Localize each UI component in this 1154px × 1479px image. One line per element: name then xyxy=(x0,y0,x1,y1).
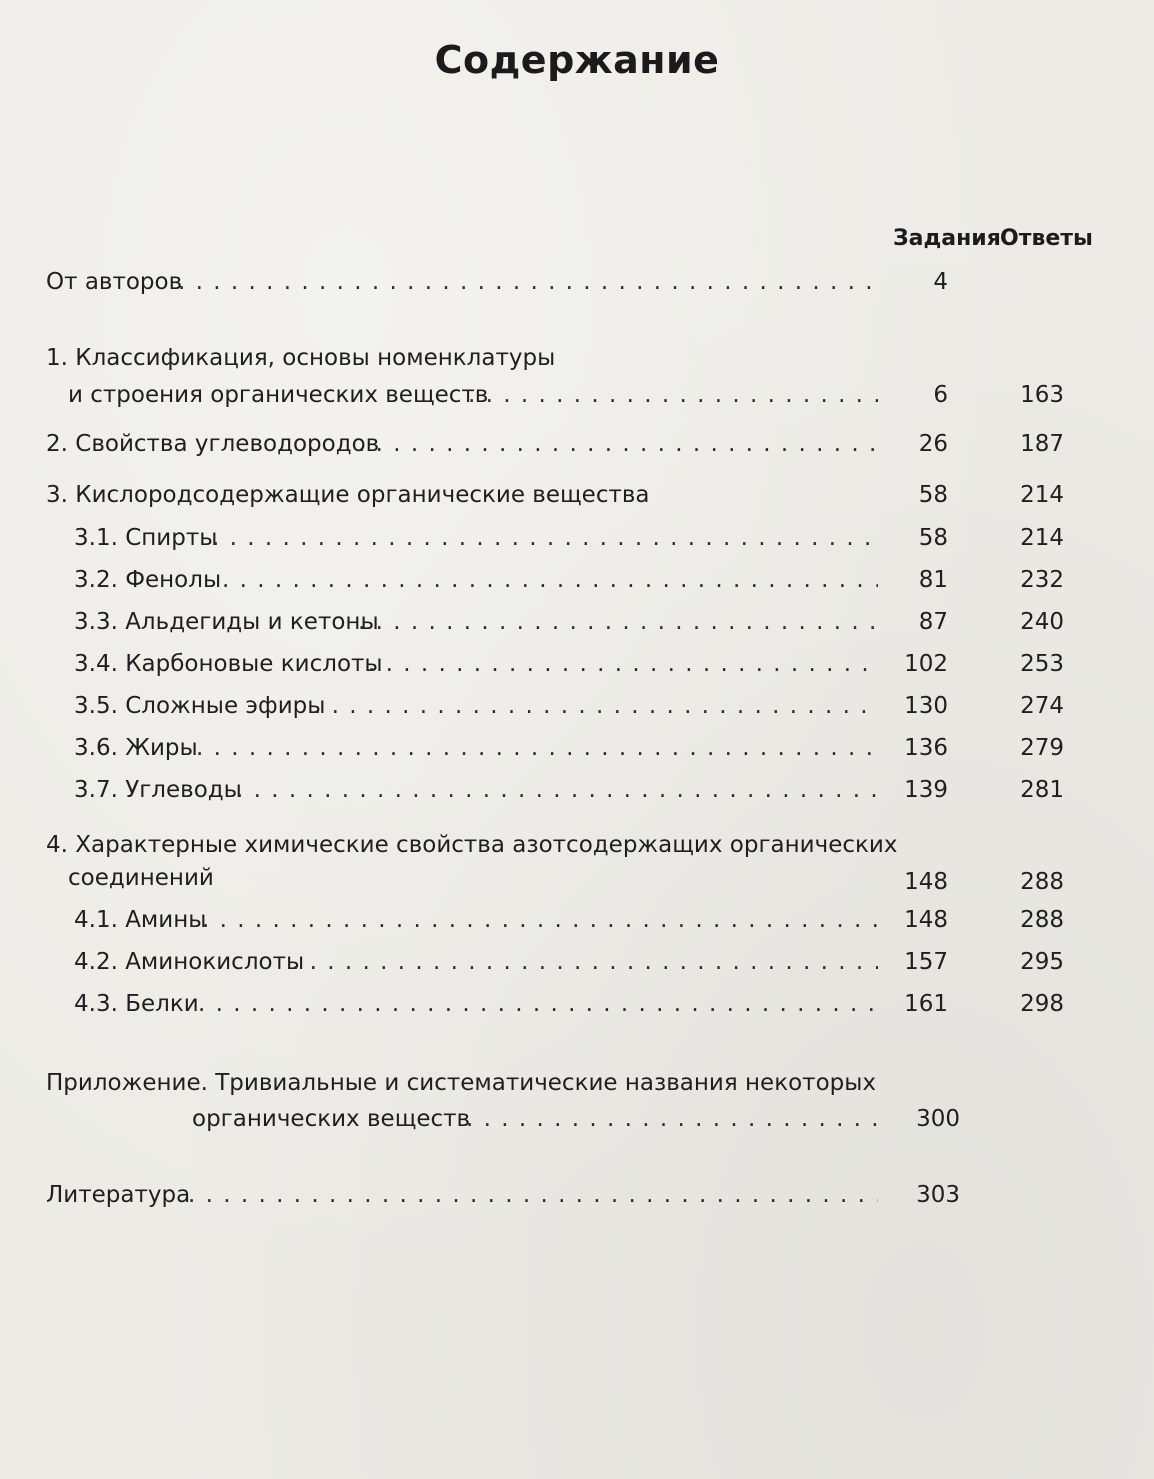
toc-entry-answers-page: 214 xyxy=(1020,525,1064,551)
toc-entry-label-continued: и строения органических веществ xyxy=(68,382,489,408)
toc-entry-tasks-page: 139 xyxy=(904,777,948,803)
toc-entry-answers-page: 163 xyxy=(1020,382,1064,408)
toc-entry-4-1 xyxy=(0,904,1154,936)
toc-entry-authors xyxy=(0,266,1154,298)
toc-entry-answers-page: 187 xyxy=(1020,431,1064,457)
toc-entry-label: 3.4. Карбоновые кислоты xyxy=(74,651,383,677)
toc-entry-label: 2. Свойства углеводородов xyxy=(46,431,380,457)
leader-dots xyxy=(188,1179,878,1211)
toc-entry-tasks-page: 157 xyxy=(904,949,948,975)
toc-entry-tasks-page: 148 xyxy=(904,869,948,895)
toc-entry-tasks-page: 300 xyxy=(916,1106,960,1132)
toc-entry-tasks-page: 148 xyxy=(904,907,948,933)
toc-entry-chapter-3 xyxy=(0,479,1154,511)
toc-entry-label: 4.3. Белки xyxy=(74,991,199,1017)
toc-entry-tasks-page: 81 xyxy=(918,567,948,593)
toc-entry-4-3 xyxy=(0,988,1154,1020)
toc-entry-answers-page: 232 xyxy=(1020,567,1064,593)
leader-dots xyxy=(202,904,878,936)
toc-entry-answers-page: 279 xyxy=(1020,735,1064,761)
toc-entry-label: 3. Кислородсодержащие органические вещества xyxy=(46,482,650,508)
toc-entry-chapter-4 xyxy=(0,829,1154,861)
leader-dots xyxy=(236,774,878,806)
toc-entry-answers-page: 214 xyxy=(1020,482,1064,508)
column-header-tasks: Задания xyxy=(893,226,1001,251)
toc-entry-chapter-1-line2 xyxy=(0,379,1154,411)
toc-entry-label: Приложение. Тривиальные и систематические названия некоторых xyxy=(46,1070,877,1096)
toc-entry-tasks-page: 58 xyxy=(918,482,948,508)
toc-entry-label: 3.7. Углеводы xyxy=(74,777,242,803)
toc-entry-3-5 xyxy=(0,690,1154,722)
toc-entry-label: 4. Характерные химические свойства азотсодержащих органических xyxy=(46,832,898,858)
toc-entry-answers-page: 281 xyxy=(1020,777,1064,803)
toc-entry-label: 4.2. Аминокислоты xyxy=(74,949,305,975)
toc-entry-3-2 xyxy=(0,564,1154,596)
toc-entry-answers-page: 298 xyxy=(1020,991,1064,1017)
leader-dots xyxy=(292,946,878,978)
toc-entry-answers-page: 274 xyxy=(1020,693,1064,719)
leader-dots xyxy=(358,606,878,638)
toc-entry-tasks-page: 4 xyxy=(933,269,948,295)
toc-entry-label-continued: соединений xyxy=(68,865,214,891)
toc-entry-answers-page: 253 xyxy=(1020,651,1064,677)
leader-dots xyxy=(466,1103,878,1135)
toc-entry-label: 3.2. Фенолы xyxy=(74,567,222,593)
toc-entry-label-continued: органических веществ xyxy=(192,1106,471,1132)
toc-entry-3-3 xyxy=(0,606,1154,638)
toc-entry-answers-page: 288 xyxy=(1020,869,1064,895)
toc-entry-label: 3.6. Жиры xyxy=(74,735,198,761)
toc-entry-tasks-page: 87 xyxy=(918,609,948,635)
toc-entry-appendix xyxy=(0,1067,1154,1099)
toc-entry-chapter-2 xyxy=(0,428,1154,460)
column-header-answers: Ответы xyxy=(1000,226,1093,251)
toc-entry-label: 3.1. Спирты xyxy=(74,525,218,551)
toc-entry-label: 3.3. Альдегиды и кетоны xyxy=(74,609,379,635)
leader-dots xyxy=(468,379,878,411)
toc-entry-tasks-page: 26 xyxy=(918,431,948,457)
toc-entry-answers-page: 295 xyxy=(1020,949,1064,975)
toc-entry-4-2 xyxy=(0,946,1154,978)
toc-entry-tasks-page: 102 xyxy=(904,651,948,677)
toc-entry-label: Литература xyxy=(46,1182,191,1208)
toc-entry-tasks-page: 136 xyxy=(904,735,948,761)
toc-entry-answers-page: 288 xyxy=(1020,907,1064,933)
toc-entry-tasks-page: 6 xyxy=(933,382,948,408)
leader-dots xyxy=(314,690,878,722)
leader-dots xyxy=(358,428,878,460)
leader-dots xyxy=(196,732,878,764)
leader-dots xyxy=(198,988,878,1020)
leader-dots xyxy=(212,522,878,554)
toc-entry-label: 4.1. Амины xyxy=(74,907,207,933)
leader-dots xyxy=(178,266,878,298)
toc-entry-3-7 xyxy=(0,774,1154,806)
leader-dots xyxy=(368,648,878,680)
toc-entry-3-6 xyxy=(0,732,1154,764)
toc-entry-answers-page: 240 xyxy=(1020,609,1064,635)
toc-entry-label: 1. Классификация, основы номенклатуры xyxy=(46,345,556,371)
toc-entry-tasks-page: 161 xyxy=(904,991,948,1017)
toc-entry-chapter-1 xyxy=(0,342,1154,374)
toc-entry-tasks-page: 58 xyxy=(918,525,948,551)
toc-entry-appendix-line2 xyxy=(0,1103,1154,1135)
toc-entry-label: От авторов xyxy=(46,269,183,295)
toc-entry-tasks-page: 130 xyxy=(904,693,948,719)
toc-entry-chapter-4-line2 xyxy=(0,862,1154,894)
toc-entry-3-1 xyxy=(0,522,1154,554)
toc-entry-label: 3.5. Сложные эфиры xyxy=(74,693,326,719)
leader-dots xyxy=(222,564,878,596)
toc-entry-tasks-page: 303 xyxy=(916,1182,960,1208)
toc-entry-3-4 xyxy=(0,648,1154,680)
toc-entry-references xyxy=(0,1179,1154,1211)
page-title: Содержание xyxy=(434,38,720,82)
